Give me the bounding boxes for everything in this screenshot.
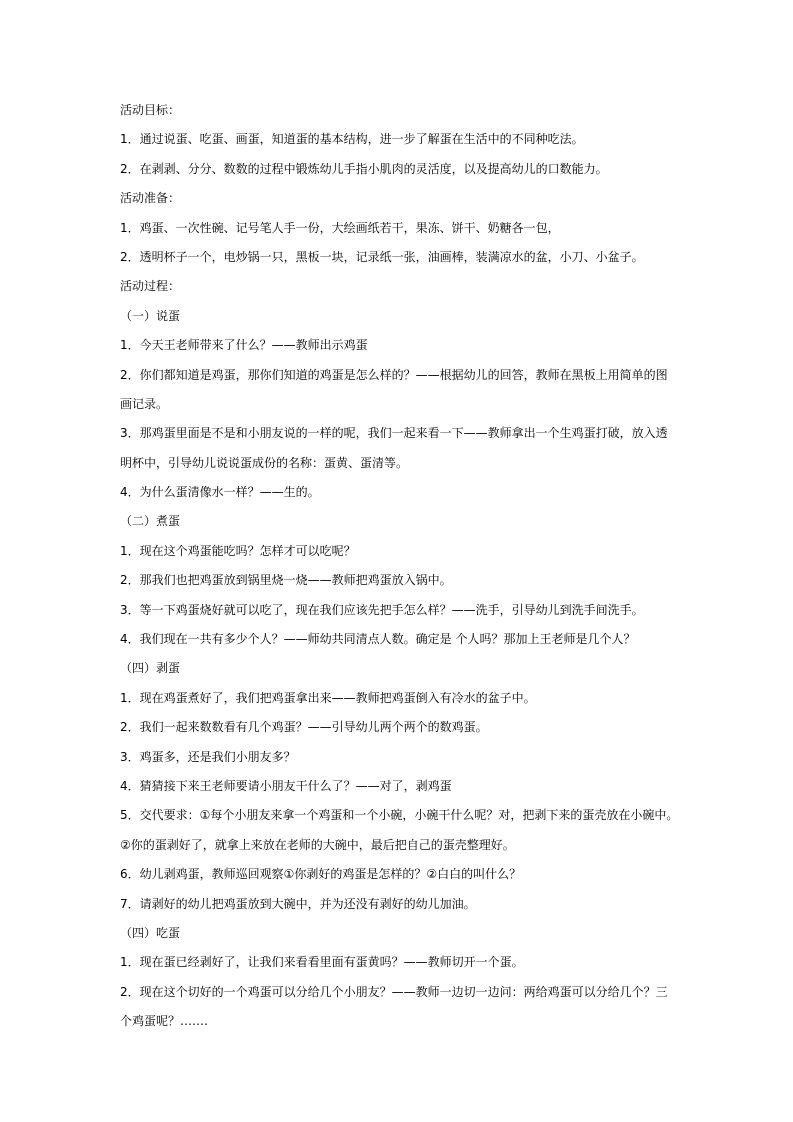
talk-egg-item-3-cont: 明杯中，引导幼儿说说蛋成份的名称：蛋黄、蛋清等。	[120, 455, 409, 470]
boil-egg-item-4: 4．我们现在一共有多少个人？——师幼共同清点人数。确定是 个人吗？那加上王老师是几个人？	[120, 632, 636, 647]
section-heading-process: 活动过程：	[120, 279, 181, 294]
peel-egg-item-5: 5．交代要求：①每个小朋友来拿一个鸡蛋和一个小碗，小碗干什么呢？对，把剥下来的蛋壳放在小碗中。	[120, 808, 679, 823]
goal-item-2: 2．在剥剥、分分、数数的过程中锻炼幼儿手指小肌肉的灵活度，以及提高幼儿的口数能力。	[120, 161, 608, 176]
goal-item-1: 1．通过说蛋、吃蛋、画蛋，知道蛋的基本结构，进一步了解蛋在生活中的不同种吃法。	[120, 132, 584, 147]
document-body	[120, 96, 680, 1037]
peel-egg-item-5-cont: ②你的蛋剥好了，就拿上来放在老师的大碗中，最后把自己的蛋壳整理好。	[120, 837, 515, 852]
subheading-talk-egg: （一）说蛋	[120, 308, 181, 323]
talk-egg-item-1: 1．今天王老师带来了什么？——教师出示鸡蛋	[120, 338, 368, 353]
talk-egg-item-3: 3．那鸡蛋里面是不是和小朋友说的一样的呢，我们一起来看一下——教师拿出一个生鸡蛋打破，放入透	[120, 426, 668, 441]
eat-egg-item-2-cont: 个鸡蛋呢？…….	[120, 1014, 208, 1029]
peel-egg-item-6: 6．幼儿剥鸡蛋，教师巡回观察①你剥好的鸡蛋是怎样的？②白白的叫什么？	[120, 867, 522, 882]
peel-egg-item-2: 2．我们一起来数数看有几个鸡蛋？——引导幼儿两个两个的数鸡蛋。	[120, 720, 488, 735]
eat-egg-item-1: 1．现在蛋已经剥好了，让我们来看看里面有蛋黄吗？——教师切开一个蛋。	[120, 955, 524, 970]
subheading-eat-egg: （四）吃蛋	[120, 925, 181, 940]
boil-egg-item-2: 2．那我们也把鸡蛋放到锅里烧一烧——教师把鸡蛋放入锅中。	[120, 573, 452, 588]
preparation-item-1: 1．鸡蛋、一次性碗、记号笔人手一份，大绘画纸若干，果冻、饼干、奶糖各一包，	[120, 220, 560, 235]
subheading-peel-egg: （四）剥蛋	[120, 661, 181, 676]
preparation-item-2: 2．透明杯子一个，电炒锅一只，黑板一块，记录纸一张，油画棒，装满凉水的盆，小刀、小盆子。	[120, 249, 644, 264]
section-heading-goals: 活动目标：	[120, 103, 181, 117]
subheading-boil-egg: （二）煮蛋	[120, 514, 181, 529]
peel-egg-item-7: 7．请剥好的幼儿把鸡蛋放到大碗中，并为还没有剥好的幼儿加油。	[120, 896, 476, 911]
talk-egg-item-4: 4．为什么蛋清像水一样？——生的。	[120, 485, 320, 500]
boil-egg-item-3: 3．等一下鸡蛋烧好就可以吃了，现在我们应该先把手怎么样？——洗手，引导幼儿到洗手间洗手。	[120, 602, 644, 617]
eat-egg-item-2: 2．现在这个切好的一个鸡蛋可以分给几个小朋友？——教师一边切一边问：两给鸡蛋可以分给几个？三	[120, 984, 668, 999]
boil-egg-item-1: 1．现在这个鸡蛋能吃吗？怎样才可以吃呢？	[120, 543, 356, 558]
peel-egg-item-3: 3．鸡蛋多，还是我们小朋友多？	[120, 749, 296, 764]
talk-egg-item-2: 2．你们都知道是鸡蛋，那你们知道的鸡蛋是怎么样的？——根据幼儿的回答，教师在黑板上用简单的图	[120, 367, 668, 382]
talk-egg-item-2-cont: 画记录。	[120, 396, 169, 411]
peel-egg-item-1: 1．现在鸡蛋煮好了，我们把鸡蛋拿出来——教师把鸡蛋倒入有冷水的盆子中。	[120, 690, 536, 705]
peel-egg-item-4: 4．猜猜接下来王老师要请小朋友干什么了？——对了，剥鸡蛋	[120, 778, 452, 793]
section-heading-preparation: 活动准备：	[120, 191, 181, 206]
